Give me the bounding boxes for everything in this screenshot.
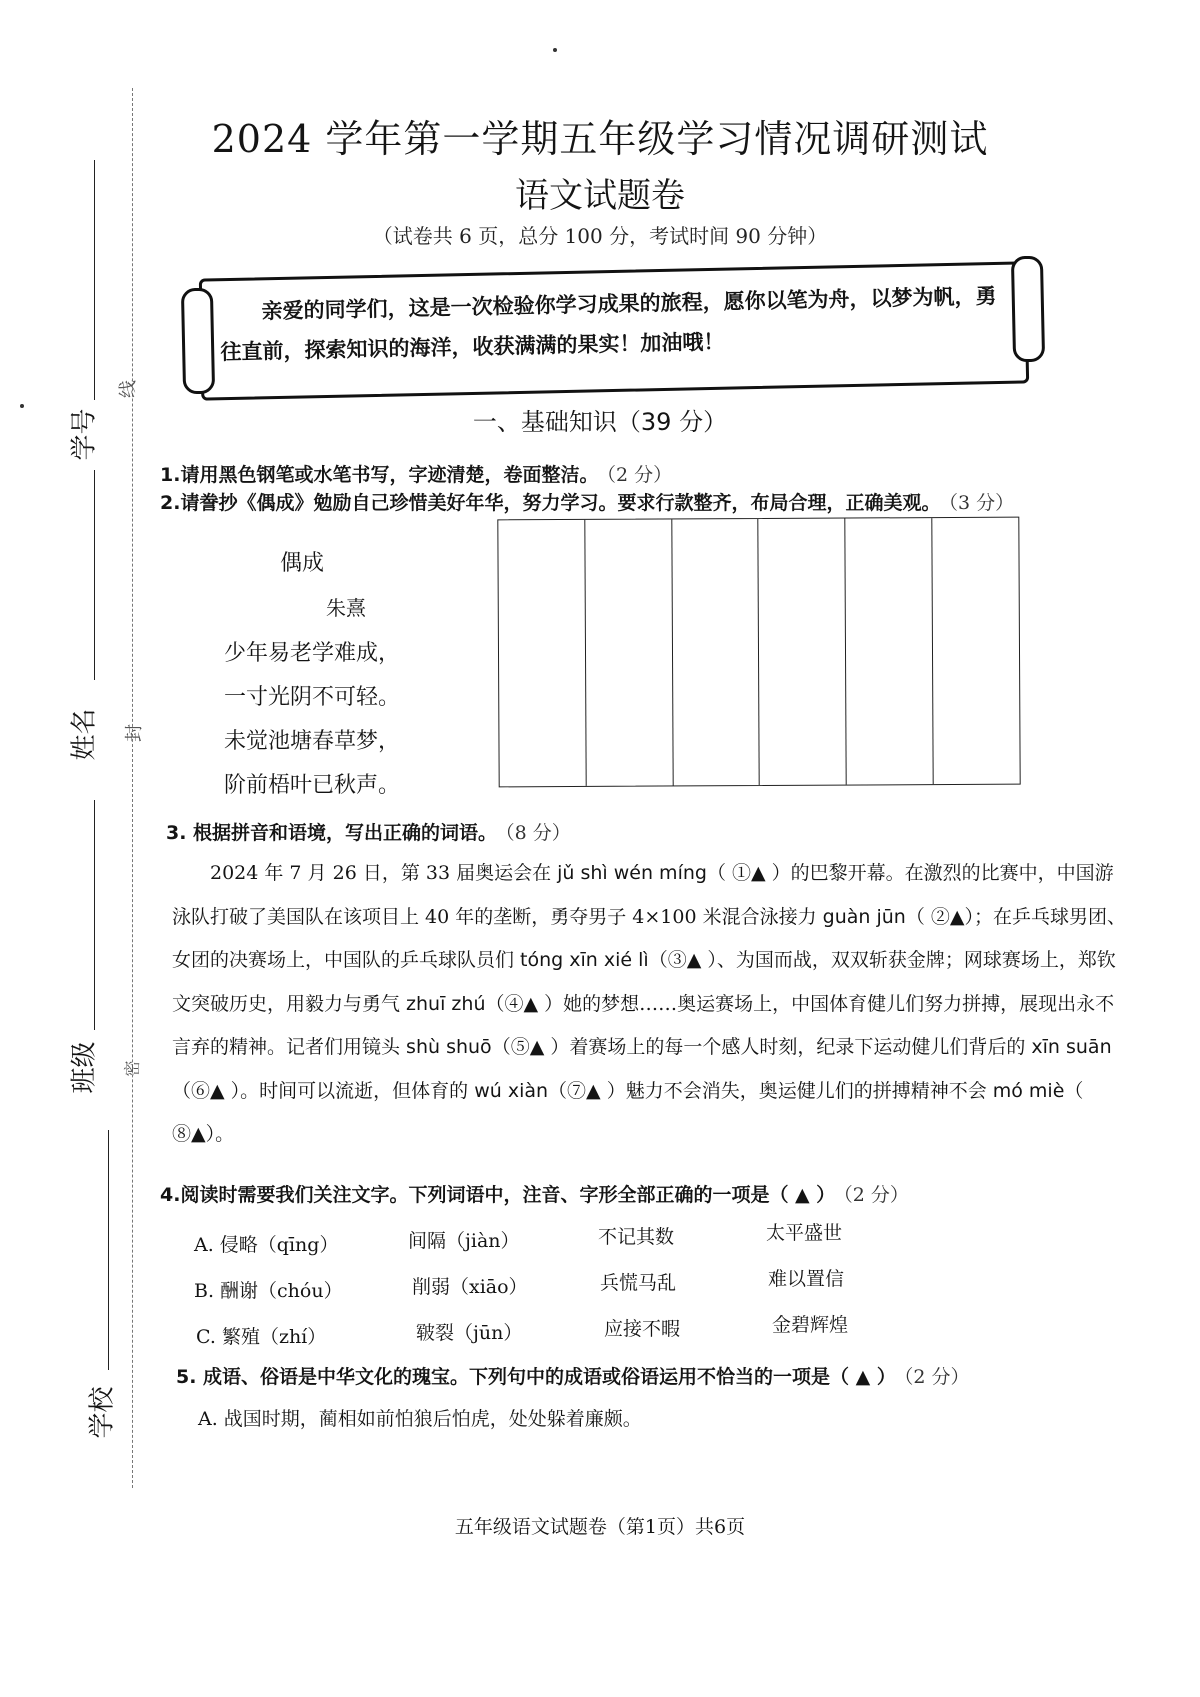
option-c-item-1[interactable]: C. 繁殖（zhí） [196,1326,327,1348]
poem-author: 朱熹 [326,596,366,620]
section-heading: 一、基础知识（39 分） [472,408,728,436]
pinyin-blank-2[interactable]: guàn jūn [822,905,906,928]
passage-text: （ ②▲）；在乒乓球男团、女团的决赛场上，中国队的乒乓球队员们 [172,905,1127,971]
question-5-points: （2 分） [903,1366,970,1388]
poem-line-1: 少年易老学难成， [224,641,401,666]
poem-line-3: 未觉池塘春草梦， [224,729,401,754]
pinyin-blank-7[interactable]: wú xiàn [474,1079,549,1102]
writing-column[interactable] [672,519,760,785]
seal-mark-line: 线 [118,380,139,398]
question-2-points: （3 分） [948,492,1015,514]
passage-text: 2024 年 7 月 26 日，第 33 届奥运会在 [210,862,558,884]
pinyin-blank-3[interactable]: tóng xīn xié lì [520,949,649,971]
question-1-text: 1.请用黑色钢笔或水笔书写，字迹清楚，卷面整洁。 [160,464,599,486]
pinyin-blank-8[interactable]: mó miè [992,1079,1065,1102]
student-id-label: 学号 [69,408,100,461]
passage-text: （⑥▲ ）。时间可以流逝，但体育的 [172,1079,475,1102]
passage-text: （③▲ ）、为国而战，双双斩获金牌；网球赛场上，郑钦文突破历史，用毅力与勇气 [172,949,1116,1015]
class-line [94,800,95,1030]
banner-message: 亲爱的同学们，这是一次检验你学习成果的旅程，愿你以笔为舟，以梦为帆，勇往直前，探索知识的海洋，收获满满的果实！加油哦！ [220,284,997,365]
option-c-item-2: 皲裂（jūn） [416,1322,523,1344]
scan-speck [553,48,557,52]
writing-column[interactable] [759,519,847,785]
binding-dashed-line [132,88,133,1488]
question-4-points: （2 分） [843,1184,909,1206]
banner-scroll-right [1011,256,1045,363]
option-b-item-2: 削弱（xiāo） [412,1276,528,1298]
question-4 [160,1180,909,1207]
writing-column[interactable] [498,520,586,786]
option-a-item-3: 不记其数 [598,1226,675,1248]
question-3 [166,818,571,845]
seal-mark-secret: 密 [122,1060,142,1077]
name-line [94,470,95,680]
exam-info: （试卷共 6 页，总分 100 分，考试时间 90 分钟） [372,224,828,248]
question-1 [160,460,672,487]
copy-writing-grid[interactable] [497,517,1020,788]
writing-column[interactable] [585,519,673,785]
option-c-item-4: 金碧辉煌 [772,1314,849,1336]
passage-text: （⑦▲ ）魅力不会消失，奥运健儿们的拼搏精神不会 [548,1079,993,1102]
option-b-item-3: 兵慌马乱 [600,1272,677,1294]
exam-subtitle: 语文试题卷 [515,176,685,216]
option-b-item-4: 难以置信 [768,1268,845,1290]
passage-text: （⑤▲ ）着赛场上的每一个感人时刻，纪录下运动健儿们背后的 [491,1036,1032,1058]
passage-text: （ ⑧▲）。 [172,1079,1084,1145]
question-2-text: 2.请誊抄《偶成》勉励自己珍惜美好年华，努力学习。要求行款整齐，布局合理，正确美观。 [160,492,941,514]
school-label: 学校 [87,1386,118,1439]
question-5 [176,1362,970,1389]
pinyin-blank-1[interactable]: jǔ shì wén míng [557,862,707,884]
passage-text: （④▲ ）她的梦想……奥运赛场上，中国体育健儿们努力拼搏，展现出永不言弃的精神。记者们用镜头 [172,992,1115,1058]
option-a[interactable]: A. 战国时期，蔺相如前怕狼后怕虎，处处躲着廉颇。 [198,1408,642,1430]
pinyin-blank-4[interactable]: zhuī zhú [406,992,486,1015]
exam-title: 2024 学年第一学期五年级学习情况调研测试 [211,117,989,161]
poem-line-2: 一寸光阴不可轻。 [224,685,401,710]
question-3-passage [172,852,1127,1157]
page-footer: 五年级语文试题卷（第1页）共6页 [454,1516,746,1538]
question-1-points: （2 分） [606,464,673,486]
question-5-text: 5. 成语、俗语是中华文化的瑰宝。下列句中的成语或俗语运用不恰当的一项是（ ▲ ） [176,1366,896,1388]
option-a-item-2: 间隔（jiàn） [408,1230,520,1252]
pinyin-blank-5[interactable]: shù shuō [406,1036,492,1058]
question-2 [160,488,1014,515]
question-4-text: 4.阅读时需要我们关注文字。下列词语中，注音、字形全部正确的一项是（ ▲ ） [160,1184,836,1206]
name-label: 姓名 [69,708,100,761]
banner-scroll-left [181,288,215,395]
class-label: 班级 [69,1041,100,1094]
question-3-points: （8 分） [505,822,571,844]
option-a-item-1[interactable]: A. 侵略（qīng） [194,1234,339,1256]
pinyin-blank-6[interactable]: xīn suān [1031,1036,1112,1058]
passage-text: （ ①▲ ）的巴黎开幕。在激烈的比赛中，中国游泳队打破了美国队在该项目上 40 年的垄断，勇夺男子 4×100 米混合泳接力 [172,862,1114,928]
scan-speck [20,404,24,408]
question-3-text: 3. 根据拼音和语境，写出正确的词语。 [166,822,498,844]
poem-line-4: 阶前梧叶已秋声。 [224,773,401,798]
option-a-item-4: 太平盛世 [766,1222,843,1244]
writing-column[interactable] [932,518,1019,784]
option-c-item-3: 应接不暇 [604,1318,681,1340]
option-b-item-1[interactable]: B. 酬谢（chóu） [194,1280,343,1302]
seal-mark-seal: 封 [124,724,145,742]
writing-column[interactable] [846,518,934,784]
poem-title: 偶成 [280,551,325,576]
school-line [108,1130,109,1370]
